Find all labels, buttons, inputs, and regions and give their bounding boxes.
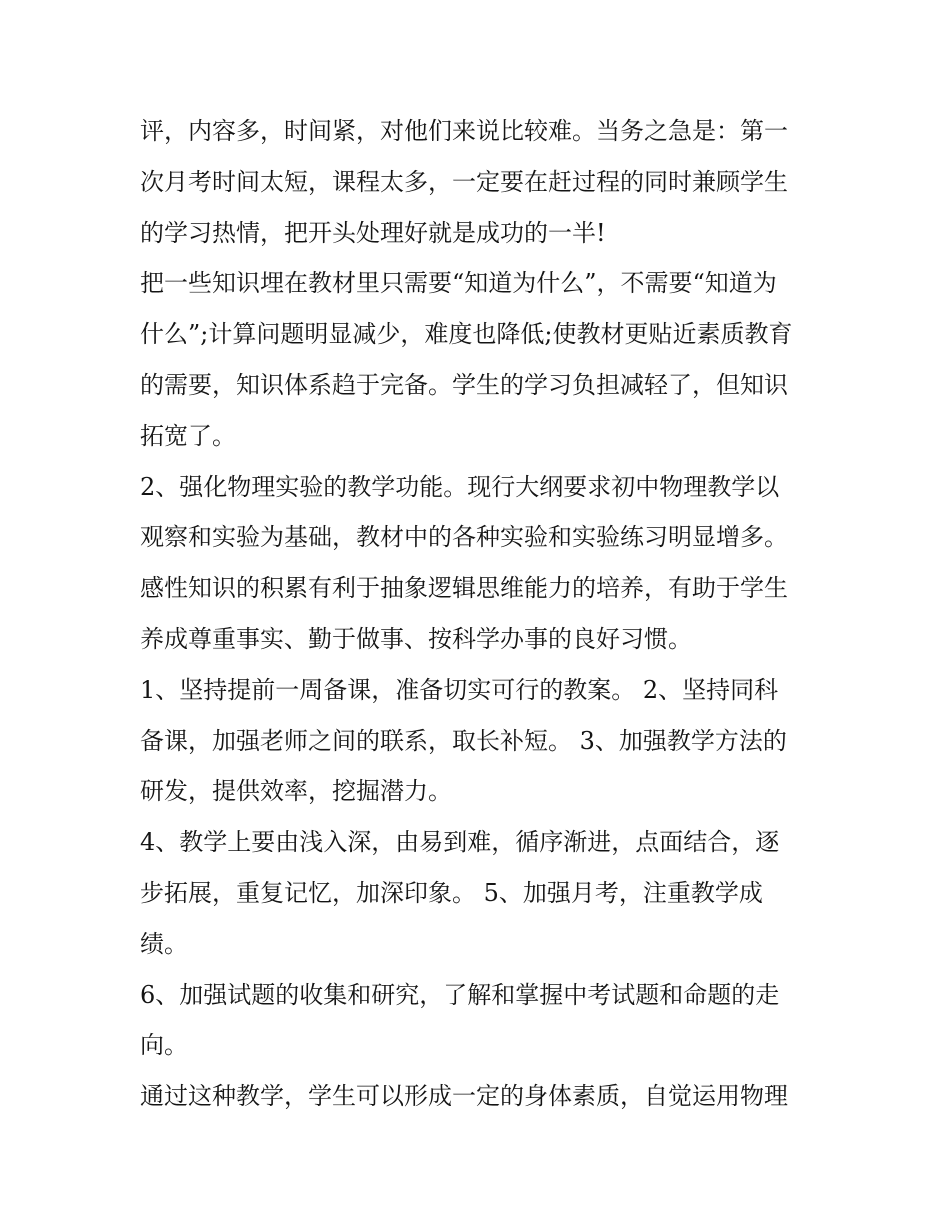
text-line: 步拓展，重复记忆，加深印象。 5、加强月考，注重教学成: [140, 878, 763, 907]
document-body: [140, 106, 820, 1122]
text-line: 绩。: [140, 929, 188, 958]
paragraph: [140, 106, 820, 258]
text-line: 备课，加强老师之间的联系，取长补短。 3、加强教学方法的: [140, 726, 787, 755]
paragraph: [140, 970, 820, 1072]
text-line: 研发，提供效率，挖掘潜力。: [140, 777, 452, 806]
text-line: 4、教学上要由浅入深，由易到难，循序渐进，点面结合，逐: [140, 828, 780, 857]
text-line: 观察和实验为基础，教材中的各种实验和实验练习明显增多。: [140, 523, 788, 552]
text-line: 次月考时间太短，课程太多，一定要在赶过程的同时兼顾学生: [140, 167, 788, 196]
paragraph: [140, 258, 820, 461]
text-line: 拓宽了。: [140, 421, 236, 450]
text-line: 通过这种教学，学生可以形成一定的身体素质，自觉运用物理: [140, 1082, 788, 1111]
text-line: 向。: [140, 1031, 188, 1060]
paragraph: [140, 462, 820, 665]
text-line: 2、强化物理实验的教学功能。现行大纲要求初中物理教学以: [140, 472, 780, 501]
text-line: 的学习热情，把开头处理好就是成功的一半!: [140, 218, 606, 247]
text-line: 的需要，知识体系趋于完备。学生的学习负担减轻了，但知识: [140, 370, 788, 399]
text-line: 1、坚持提前一周备课，准备切实可行的教案。 2、坚持同科: [140, 675, 779, 704]
text-line: 感性知识的积累有利于抽象逻辑思维能力的培养，有助于学生: [140, 574, 788, 603]
text-line: 6、加强试题的收集和研究，了解和掌握中考试题和命题的走: [140, 980, 780, 1009]
paragraph: [140, 817, 820, 969]
text-line: 什么”;计算问题明显减少，难度也降低;使教材更贴近素质教育: [140, 320, 793, 349]
text-line: 把一些知识埋在教材里只需要“知道为什么”，不需要“知道为: [140, 269, 777, 298]
text-line: 评，内容多，时间紧，对他们来说比较难。当务之急是：第一: [140, 117, 788, 145]
paragraph: [140, 665, 820, 817]
paragraph: [140, 1071, 820, 1122]
text-line: 养成尊重事实、勤于做事、按科学办事的良好习惯。: [140, 624, 692, 653]
